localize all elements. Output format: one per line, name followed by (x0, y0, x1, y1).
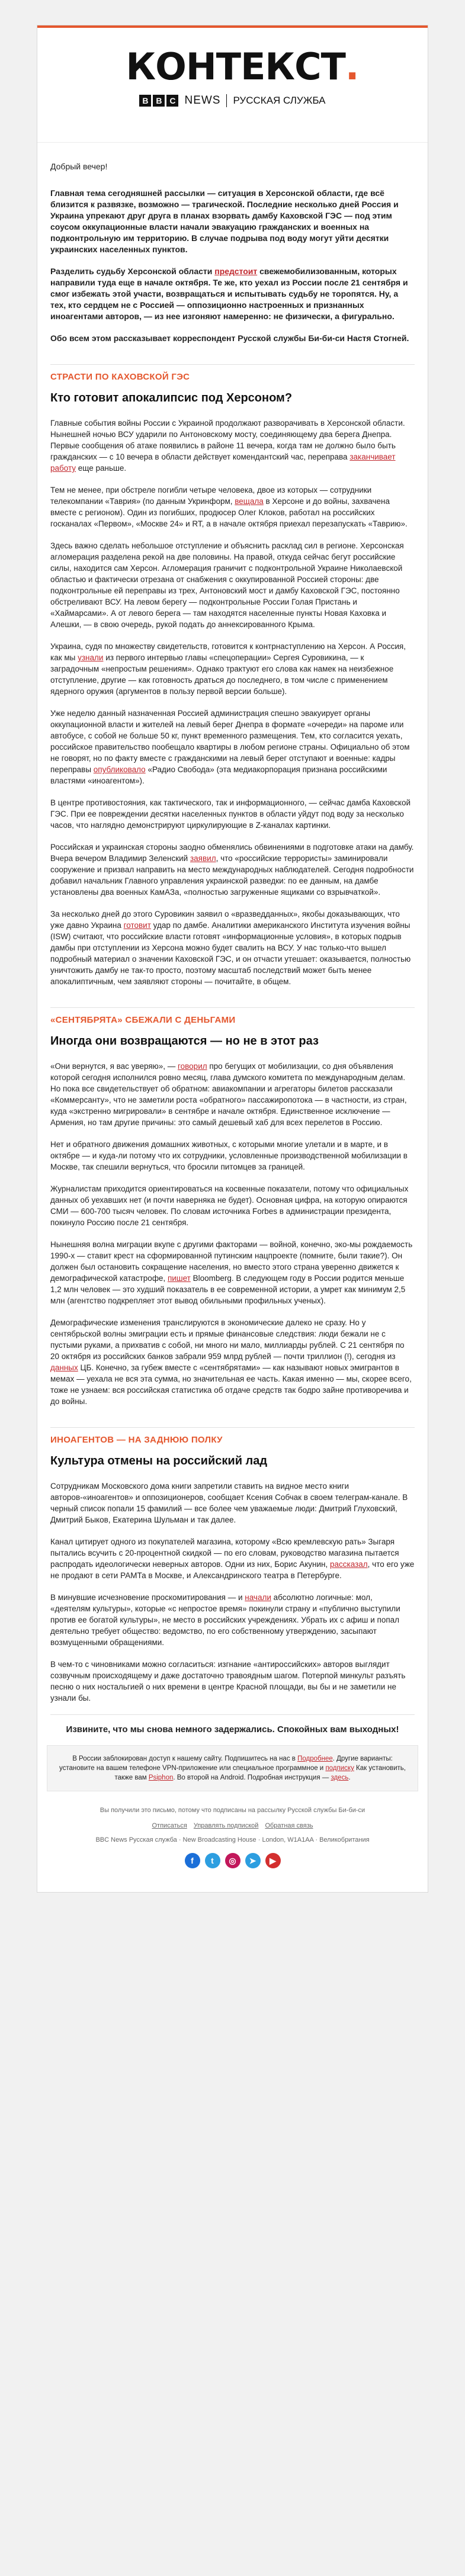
service-label: РУССКАЯ СЛУЖБА (233, 95, 326, 106)
intro-paragraph: Главная тема сегодняшней рассылки — ситуация в Херсонской области, где всё близится к развязке, возможно — трагической. Последние несколько дней Россия и Украина упрекают друг друга в планах взорвать дамбу Каховской ГЭС — под этим соусом оккупационные власти начали эвакуацию гражданских и военных на подконтрольную им территорию. В случае подрыва под воду могут уйти десятки украинских населенных пунктов. (50, 188, 399, 254)
text-span: абсолютно логичные: мол, «деятелям культуры», которые «с непростое время» покинули страну и «публично выступили против ее богатой культуры», не место в российских учреждениях. Убрать их с афиш и попал деятельно требует общество: ведомство, по его собственному утверждению, засыпают возмущенными обращениями. (50, 1593, 400, 1647)
twitter-icon[interactable]: t (205, 1853, 220, 1868)
body-paragraph (50, 1061, 415, 1128)
closing-slogan: Извините, что мы снова немного задержались. Спокойных вам выходных! (50, 1714, 415, 1745)
text-span: Уже неделю данный назначенная Россией администрация спешно эвакуирует органы оккупационной власти и жителей на левый берег Днепра в формате «очереди» на пароме или автобусе, с собой не больше 50 кг, пункт временного размещения. Тем, кто согласится уехать, российское правительство пообещало квартиры в любом регионе страны. Официально об этом не говорят, но по факту вместе с гражданскими на левый берег отступают и военные: кадры переправы (50, 709, 410, 774)
notice-link[interactable]: здесь (331, 1774, 349, 1781)
body-paragraph (50, 1592, 415, 1648)
body-paragraph (50, 1139, 415, 1173)
text-span: , что «российские террористы» заминировали сооружение и призвал направить на место международных наблюдателей. Сегодня подробности добавил начальник Главного управления украинской разведки: по ее данным, на дамбе установлены два военных КамАЗа, «полностью загруженные ящиками со взрывчаткой». (50, 854, 414, 897)
intro-block (50, 188, 415, 344)
bbc-letter: B (139, 95, 151, 107)
logo-dot: . (345, 45, 359, 88)
logo-divider (226, 94, 227, 107)
intro-paragraph (50, 266, 415, 322)
body-paragraph (50, 908, 415, 987)
text-span: в Херсоне и до войны, захвачена вместе с регионом). Один из погибших, продюсер Олег Клоков, работал на российских госканалах «Первом», «Москве 24» и RT, а в начале октября приехал перезапускать «Таврию». (50, 497, 408, 528)
text-span: Тем не менее, при обстреле погибли четыре человека, двое из которых — сотрудники телекомпании «Таврия» (по данным Укринформ, (50, 486, 372, 506)
bbc-letter: B (153, 95, 165, 107)
email-footer (37, 1791, 428, 1892)
facebook-icon[interactable]: f (185, 1853, 200, 1868)
section-tag: СТРАСТИ ПО КАХОВСКОЙ ГЭС (50, 364, 415, 382)
footer-links (55, 1821, 410, 1830)
body-paragraph (50, 484, 415, 529)
unsubscribe-link[interactable]: Отписаться (152, 1822, 187, 1829)
body-paragraph (50, 1659, 415, 1704)
body-paragraph (50, 1239, 415, 1306)
postal-address: BBC News Русская служба · New Broadcasting House · London, W1A1AA · Великобритания (95, 1836, 370, 1843)
inline-link[interactable]: узнали (78, 653, 104, 662)
text-span: . Другие варианты: установите на вашем телефоне VPN-приложение или специальное программное и (59, 1755, 393, 1772)
text-span: Главные события войны России с Украиной продолжают разворачивать в Херсонской области. Нынешней ночью ВСУ ударили по Антоновскому мосту, соединяющему два берега Днепра. Первые сообщения об атаке появились в районе 11 вечера, когда там не должно было быть гражданских — с 10 вечера в области действует комендантский час, переправа (50, 419, 405, 461)
body-paragraph (50, 1480, 415, 1525)
section-body (50, 1480, 415, 1704)
text-span: . (348, 1774, 351, 1781)
text-span: свежемобилизованным, которых направили туда еще в начале октября. Те же, кто уехал из России после 21 сентября и смог избежать этой участи, возвращаться и испытывать судьбу не торопятся. Ну, а тех, кто сердцем не с Россией — оппозиционно настроенных и признанных иноагентами авторов, — из нее изгоняют намеренно: не физически, а фигурально. (50, 266, 408, 321)
inline-link[interactable]: говорил (178, 1062, 207, 1071)
notice-link[interactable]: подписку (325, 1765, 354, 1772)
inline-link[interactable]: готовит (123, 921, 151, 930)
intro-link[interactable]: предстоит (214, 266, 258, 276)
greeting: Добрый вечер! (50, 162, 108, 171)
text-span: из первого интервью главы «спецоперации» Сергея Суровикина, — к заградочным «непростым решениям». Однако трактуют его слова как намек на неизбежное отступление, другие — как готовность драться до последнего, в том числе с применением ядерного оружия (аргументов в пользу первой версии больше). (50, 653, 394, 696)
subscription-note: Вы получили это письмо, потому что подписаны на рассылку Русской службы Би-би-си (100, 1807, 365, 1814)
access-notice (47, 1745, 418, 1791)
inline-link[interactable]: заканчивает работу (50, 452, 396, 473)
section-body (50, 1061, 415, 1407)
inline-link[interactable]: вещала (235, 497, 264, 506)
youtube-icon[interactable]: ▶ (265, 1853, 281, 1868)
text-span: Bloomberg. В следующем году в России родится меньше 1,2 млн человек — это худший показатель в ее современной истории, а умрет как минимум 2,5 млн (агентство подкрепляет этот вывод обильными профильных ученых). (50, 1274, 406, 1305)
social-links (55, 1853, 410, 1892)
telegram-icon[interactable]: ➤ (245, 1853, 261, 1868)
body-paragraph (50, 797, 415, 831)
body-paragraph (50, 641, 415, 697)
email-card (37, 25, 428, 1893)
sections-container (50, 364, 415, 1704)
inline-link[interactable]: пишет (167, 1274, 191, 1283)
body-paragraph (50, 540, 415, 630)
body-paragraph (50, 417, 415, 474)
inline-link[interactable]: данных (50, 1363, 78, 1372)
text-span: Российская и украинская стороны заодно обменялись обвинениями в подготовке атаки на дамбу. Вчера вечером Владимир Зеленский (50, 843, 414, 863)
text-span: Нынешняя волна миграции вкупе с другими факторами — войной, конечно, эко-мы рождаемость 1990-х — ставит крест на сформированной путинским нацпроекте (помните, были такие?). Он должен был остановить сокращение населения, но вместо этого страна уверенно движется к демографической катастрофе, (50, 1240, 413, 1283)
text-span: Журналистам приходится ориентироваться на косвенные показатели, потому что официальных данных об уехавших нет (и почти наверняка не будет). Основная цифра, на которую опираются СМИ — 600-700 тысяч человек. По словам источника Forbes в администрации президента, покинуло Россию после 21 сентября. (50, 1184, 409, 1227)
text-span: про бегущих от мобилизации, со дня объявления которой сегодня исполнился ровно месяц, глава думского комитета по международным делам. Но пока все свидетельствует об обратном: авиакомпании и агрегаторы билетов рассказали «Коммерсанту», что не заметили роста «обратного» пассажиропотока — в частности, из стран, куда «экстренно мигрировали» в сентябре и начале октября. Единственное исключение — Армения, но там другие причины: это самый дешевый хаб для всех перелетов в Россию. (50, 1062, 407, 1127)
inline-link[interactable]: заявил (190, 854, 216, 863)
newsletter-header (37, 25, 428, 143)
text-span: ЦБ. Конечно, за губеж вместе с «сентябрятами» — как называют новых эмигрантов в мемах — уехала не вся эта сумма, но значительная ее часть. Какая именно — мы, скорее всего, тоже не узнаем: вся российская статистика об отдаче средств так бодро зайне противоречива и до войны. (50, 1363, 412, 1406)
body-paragraph (50, 1317, 415, 1407)
bbc-letter: C (166, 95, 178, 107)
text-span: Демографические изменения транслируются в экономические далеко не сразу. Но у сентябрьской волны эмиграции есть и прямые финансовые следствия: люди бежали не с пустыми руками, а прихватив с собой, ни много ни мало, миллиарды рублей. С 21 сентября по 20 октября из российских банков забрали 959 млрд рублей — почти триллион (!), сегодня из (50, 1318, 405, 1361)
section-headline: Иногда они возвращаются — но не в этот раз (50, 1035, 319, 1048)
text-span: Канал цитирует одного из покупателей магазина, которому «Всю кремлевскую рать» Зыгаря пытались всучить с 20-процентной скидкой — по его словам, руководство магазина пытается распродать идеологически неверных авторов. Одни из них, Борис Акунин, (50, 1537, 399, 1569)
section-headline: Кто готовит апокалипсис под Херсоном? (50, 391, 293, 404)
inline-link[interactable]: рассказал (330, 1560, 368, 1569)
section-tag: «СЕНТЯБРЯТА» СБЕЖАЛИ С ДЕНЬГАМИ (50, 1007, 415, 1025)
notice-link[interactable]: Подробнее (297, 1755, 333, 1762)
logo-text: КОНТЕКСТ (126, 45, 345, 88)
text-span: удар по дамбе. Аналитики американского Института изучения войны (ISW) считают, что российские власти готовят «информационные условия», в которых подрыв дамбы при отступлении из Херсона можно будет свалить на ВСУ. У нас только-что вышел подробный материал о значении Каховской ГЭС, и он отчасти утешает: оказывается, полностью уничтожить дамбу не так-то просто, поэтому масштаб последствий может быть менее апокалиптичным, чем заявляют стороны — почитайте, в общем. (50, 921, 411, 986)
text-span: , что его уже не продают в сети РАМТа в Москве, и Александринского театра в Петербурге. (50, 1560, 415, 1580)
text-span: «Они вернутся, я вас уверяю», — (50, 1062, 178, 1071)
text-span: Сотрудникам Московского дома книги запретили ставить на видное место книги авторов-«иноагентов» и оппозиционеров, сообщает Ксения Собчак в своем телеграм-канале. В черный список попали 15 фамилий — все более чем уважаемые люди: Дмитрий Глуховский, Дмитрий Быков, Екатерина Шульман и так далее. (50, 1482, 408, 1524)
text-span: За несколько дней до этого Суровикин заявил о «вразведданных», якобы доказывающих, что уже давно Украина (50, 910, 400, 930)
text-span: Как установить, также вам (114, 1765, 406, 1781)
body-paragraph (50, 841, 415, 898)
text-span: Разделить судьбу Херсонской области (50, 266, 215, 276)
bbc-logo (139, 95, 178, 107)
body-paragraph (50, 1536, 415, 1581)
text-span: В России заблокирован доступ к нашему сайту. Подпишитесь на нас в (72, 1755, 298, 1762)
body-paragraph (50, 1183, 415, 1228)
text-span: В минувшие исчезновение проскомитирования — и (50, 1593, 245, 1602)
section-tag: ИНОАГЕНТОВ — НА ЗАДНЮЮ ПОЛКУ (50, 1427, 415, 1445)
notice-link[interactable]: Psiphon (148, 1774, 174, 1781)
instagram-icon[interactable]: ◎ (225, 1853, 240, 1868)
text-span: В чем-то с чиновниками можно согласиться: изгнание «антироссийских» авторов выглядит созвучным происходящему и даже достаточно травоядным шагом. Потерпой минкульт разъять песню о них ностальгией о них времени в центре Красной площади, вы бы и не заметили не узнали бы. (50, 1660, 406, 1703)
kontekst-logo (126, 45, 359, 107)
inline-link[interactable]: начали (245, 1593, 271, 1602)
text-span: Нет и обратного движения домашних животных, с которыми многие улетали и в марте, и в октябре — и куда-ли потому что их сотрудники, условленные производственной мобилизации в Москве, так спешили вернуться, что бросили питомцев за границей. (50, 1140, 408, 1171)
text-span: . Во второй на Android. Подробная инструкция — (173, 1774, 331, 1781)
section-headline: Культура отмены на российский лад (50, 1454, 268, 1467)
feedback-link[interactable]: Обратная связь (265, 1822, 313, 1829)
intro-paragraph: Обо всем этом рассказывает корреспондент Русской службы Би-би-си Настя Стогней. (50, 333, 409, 343)
manage-subscription-link[interactable]: Управлять подпиской (193, 1822, 259, 1829)
section-body (50, 417, 415, 987)
text-span: Украина, судя по множеству свидетельств, готовится к контрнаступлению на Херсон. А Россия, как мы (50, 642, 406, 662)
body-paragraph (50, 708, 415, 786)
inline-link[interactable]: опубликовало (93, 765, 146, 774)
newsletter-body (37, 143, 428, 1745)
text-span: Здесь важно сделать небольшое отступление и объяснить расклад сил в регионе. Херсонская агломерация разделена рекой на две половины. На правой, откуда сейчас бегут российские силы, находится сам Херсон. Агломерация граничит с подконтрольной Украине Николаевской областью и фактически отрезана от снабжения с оккупированной Россией стороны: две подконтрольные ей переправы из трех, Антоновский мост и дамбу Каховской ГЭС, постоянно обстреливают ВСУ. На левом берегу — подконтрольные России Голая Пристань и «Хаймарсами». А от левого берега — там находятся населенные пункты Новая Каховка и Алешки, — в свою очередь, рукой подать до аннексированного Крыма. (50, 541, 404, 629)
logo-wordmark (126, 45, 359, 88)
news-label: NEWS (184, 94, 221, 107)
text-span: еще раньше. (76, 464, 127, 473)
text-span: «Радио Свобода» (эта медиакорпорация признана российскими властями «иноагентом»). (50, 765, 387, 785)
bbc-russian-lockup (126, 94, 339, 107)
text-span: В центре противостояния, как тактического, так и информационного, — сейчас дамба Каховской ГЭС. При ее повреждении десятки населенных пунктов в области уйдут под воду за несколько часов, что наглядно демонстрируют циркулирующие в Z-каналах картинки. (50, 798, 411, 830)
